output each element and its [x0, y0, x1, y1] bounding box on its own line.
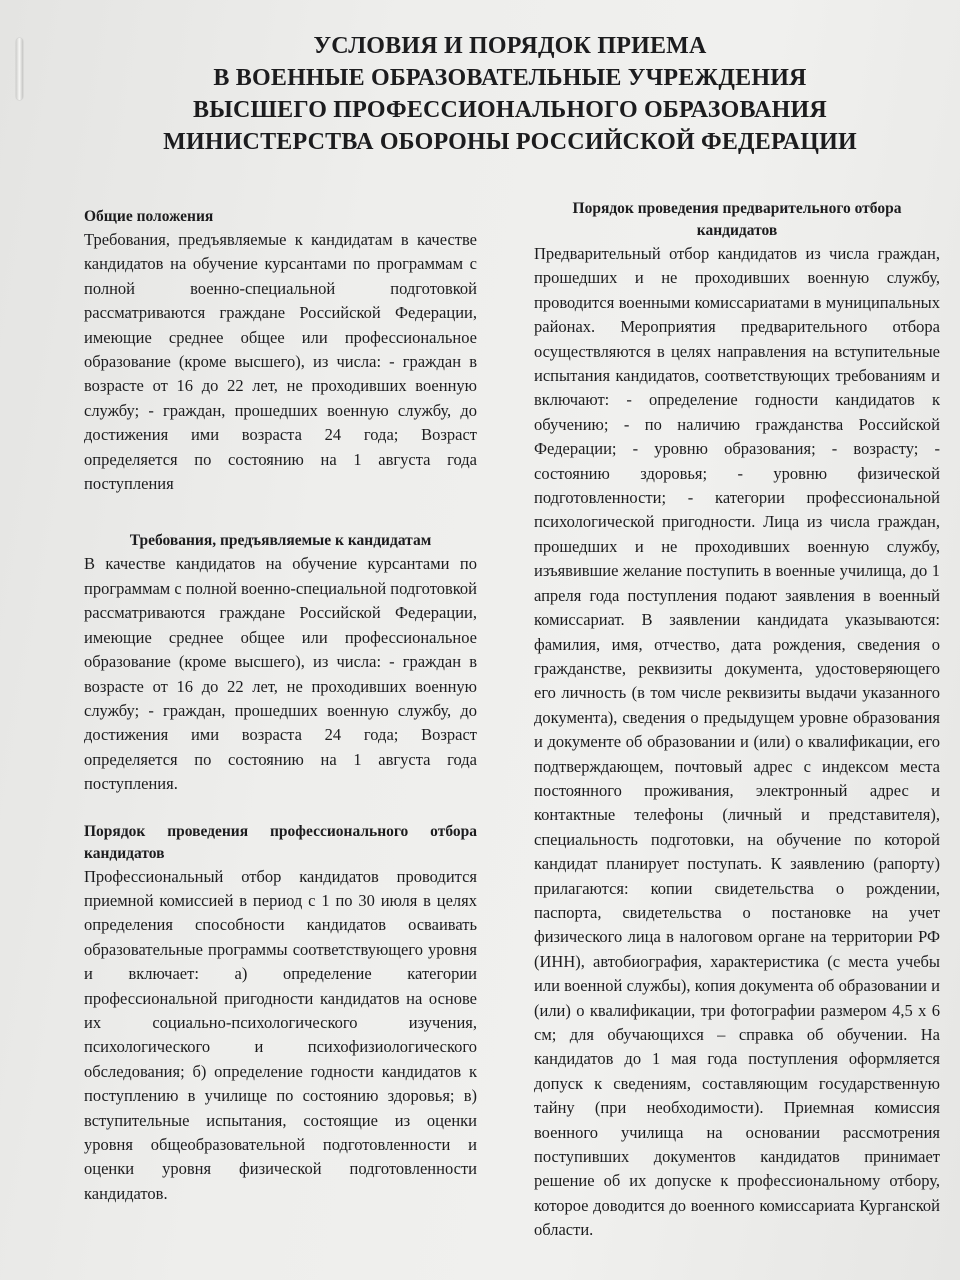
right-column: [534, 198, 940, 1243]
title-line-2: В ВОЕННЫЕ ОБРАЗОВАТЕЛЬНЫЕ УЧРЕЖДЕНИЯ: [213, 65, 807, 91]
requirements-heading: Требования, предъявляемые к кандидатам: [129, 532, 432, 550]
document-title: [100, 30, 920, 158]
general-provisions-heading: Общие положения: [84, 208, 214, 225]
title-line-4: МИНИСТЕРСТВА ОБОРОНЫ РОССИЙСКОЙ ФЕДЕРАЦИИ: [163, 129, 857, 155]
preliminary-selection-heading: Порядок проведения предварительного отбора кандидатов: [572, 200, 902, 239]
general-provisions-text: Требования, предъявляемые к кандидатам в качестве кандидатов на обучение курсантами по программам с полной военно-специальной подготовкой рассматриваются граждане Российской Федерации, имеющие среднее общее или профессиональное образование (кроме высшего), из числа: - граждан в возрасте от 16 до 22 лет, не проходивших военную службу; - граждан, прошедших военную службу, до достижения ими возраста 24 года; Возраст определяется по состоянию на 1 августа года поступления: [84, 230, 477, 494]
title-line-1: УСЛОВИЯ И ПОРЯДОК ПРИЕМА: [313, 33, 707, 59]
preliminary-selection-text: Предварительный отбор кандидатов из числа граждан, прошедших и не проходивших военную службу, проводится военными комиссариатами в муниципальных районах. Мероприятия предварительного отбора осуществляются в целях направления на вступительные испытания кандидатов, соответствующих требованиям и включают: - определение годности кандидатов к обучению; - по наличию гражданства Российской Федерации; - уровню образования; - возрасту; - состоянию здоровья; - уровню физической подготовленности; - категории профессиональной психологической пригодности. Лица из числа граждан, прошедших и не проходивших военную службу, изъявившие желание поступить в военные училища, до 1 апреля года поступления подают заявления в военный комиссариат. В заявлении кандидата указываются: фамилия, имя, отчество, дата рождения, сведения о гражданстве, реквизиты документа, удостоверяющего его личность (в том числе реквизиты выдачи указанного документа), сведения о предыдущем уровне образования и документе об образовании и (или) о квалификации, его подтверждающем, почтовый адрес с индексом места постоянного проживания, электронный адрес и контактные телефоны (личный и представителя), специальность подготовки, на обучение по которой кандидат планирует поступать. К заявлению (рапорту) прилагаются: копии свидетельства о рождении, паспорта, свидетельства о постановке на учет физического лица в налоговом органе на территории РФ (ИНН), автобиография, характеристика (с места учебы или военной службы), копия документа об образовании и (или) о квалификации, три фотографии размером 4,5 х 6 см; для обучающихся – справка об обучении. На кандидатов до 1 мая года поступления оформляется допуск к сведениям, составляющим государственную тайну (при необходимости). Приемная комиссия военного училища на основании рассмотрения поступивших документов кандидатов принимает решение об их допуске к профессиональному отбору, которое доводится до военного комиссариата Курганской области.: [534, 244, 940, 1240]
title-line-3: ВЫСШЕГО ПРОФЕССИОНАЛЬНОГО ОБРАЗОВАНИЯ: [193, 97, 827, 123]
requirements-text: В качестве кандидатов на обучение курсантами по программам с полной военно-специальной подготовкой рассматриваются граждане Российской Федерации, имеющие среднее общее или профессиональное образование (кроме высшего), из числа: - граждан в возрасте от 16 до 22 лет, не проходивших военную службу; - граждан, прошедших военную службу, до достижения ими возраста 24 года; Возраст определяется по состоянию на 1 августа года поступления.: [84, 554, 477, 794]
left-column: [84, 206, 477, 1206]
paper-clip-mark: [16, 38, 23, 100]
professional-selection-heading: Порядок проведения профессионального отбора кандидатов: [84, 822, 477, 862]
professional-selection-text: Профессиональный отбор кандидатов проводится приемной комиссией в период с 1 по 30 июля в целях определения способности кандидатов осваивать образовательные программы соответствующего уровня и включает: а) определение категории профессиональной пригодности кандидатов на основе их социально-психологического изучения, психологического и психофизиологического обследования; б) определение годности кандидатов к поступлению в училище по состоянию здоровья; в) вступительные испытания, состоящие из оценки уровня общеобразовательной подготовленности и оценки уровня физической подготовленности кандидатов.: [84, 866, 477, 1203]
